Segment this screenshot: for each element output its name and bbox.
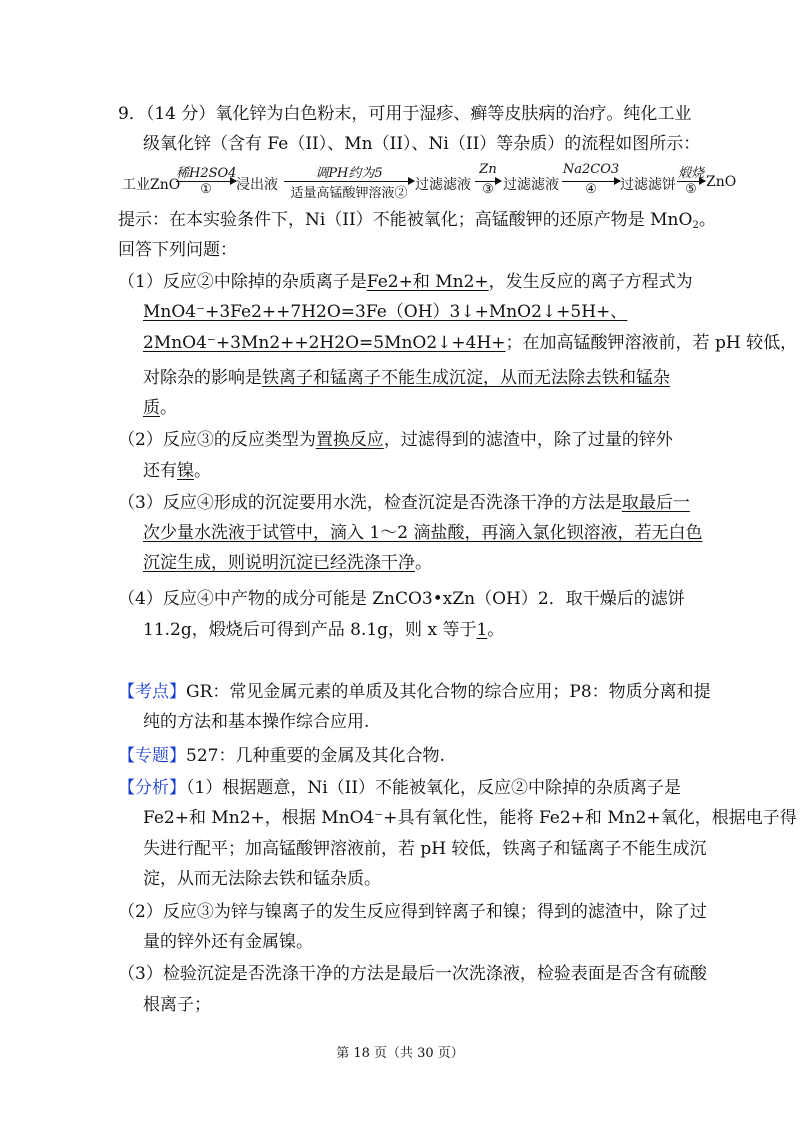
ask-line: 回答下列问题： — [118, 240, 237, 260]
flow-node-start: 工业ZnO — [122, 177, 181, 193]
zhuanti-line: 【专题】527：几种重要的金属及其化合物. — [118, 746, 445, 766]
answer-1-equation-2: 2MnO4⁻+3Mn2++2H2O=5MnO2↓+4H+ — [143, 333, 506, 353]
flow-arrow-3 — [475, 162, 501, 197]
answer-3-line-3: 沉淀生成，则说明沉淀已经洗涤干净。 — [143, 553, 432, 573]
flow-arrow-4-bottom: ④ — [585, 182, 597, 197]
answer-1-line-4: 对除杂的影响是铁离子和锰离子不能生成沉淀，从而无法除去铁和锰杂 — [143, 368, 670, 388]
answer-4-blank: 1 — [476, 620, 488, 640]
page-footer: 第 18 页（共 30 页） — [336, 1046, 464, 1061]
answer-2-line-1: （2）反应③的反应类型为置换反应，过滤得到的滤渣中，除了过量的锌外 — [118, 430, 673, 450]
answer-3-blank: 取最后一 — [621, 493, 690, 513]
answer-1-line-3: 2MnO4⁻+3Mn2++2H2O=5MnO2↓+4H+；在加高锰酸钾溶液前，若 pH 较低， — [143, 333, 798, 353]
fenxi-tag: 【分析】 — [118, 778, 186, 798]
flow-arrow-3-bottom: ③ — [482, 182, 494, 197]
flow-arrow-1-bottom: ① — [200, 182, 212, 197]
fenxi-line-3: 失进行配平；加高锰酸钾溶液前，若 pH 较低，铁离子和锰离子不能生成沉 — [143, 839, 707, 859]
fenxi-line-2: Fe2+和 Mn2+，根据 MnO4⁻+具有氧化性，能将 Fe2+和 Mn2+氧化，根据电子得 — [143, 808, 797, 828]
answer-1-equation-1: MnO4⁻+3Fe2++7H2O=3Fe（OH）3↓+MnO2↓+5H+、 — [143, 302, 628, 322]
fenxi-line-8: 根离子； — [143, 995, 211, 1015]
zhuanti-tag: 【专题】 — [118, 746, 186, 766]
kaodian-line-2: 纯的方法和基本操作综合应用. — [143, 712, 370, 732]
flow-arrow-1 — [176, 166, 236, 196]
flow-arrow-2-top: 调PH约为5 — [315, 166, 383, 181]
fenxi-line-5: （2）反应③为锌与镍离子的发生反应得到锌离子和镍；得到的滤渣中，除了过 — [118, 902, 707, 922]
flow-node-2: 过滤滤液 — [415, 177, 471, 193]
flow-arrow-3-top: Zn — [479, 162, 497, 177]
kaodian-line-1: 【考点】GR：常见金属元素的单质及其化合物的综合应用；P8：物质分离和提 — [118, 682, 711, 702]
flow-arrow-5-bottom: ⑤ — [685, 182, 697, 197]
fenxi-line-4: 淀，从而无法除去铁和锰杂质。 — [143, 869, 381, 889]
answer-4-line-2: 11.2g，煅烧后可得到产品 8.1g，则 x 等于1。 — [143, 620, 505, 640]
answer-2-line-2: 还有镍。 — [143, 461, 211, 481]
flow-arrow-4 — [562, 162, 620, 197]
question-line-2: 级氧化锌（含有 Fe（II）、Mn（II）、Ni（II）等杂质）的流程如图所示： — [143, 134, 701, 154]
fenxi-line-1: 【分析】（1）根据题意，Ni（II）不能被氧化，反应②中除掉的杂质离子是 — [118, 778, 682, 798]
flow-arrow-2-bottom: 适量高锰酸钾溶液② — [290, 186, 408, 201]
flow-arrow-5 — [677, 166, 705, 196]
process-flow-diagram — [122, 162, 737, 201]
flow-arrow-5-top: 煅烧 — [677, 166, 704, 181]
flow-node-end: ZnO — [706, 174, 737, 190]
answer-2-blank-2: 镍 — [177, 461, 194, 481]
flow-arrow-2 — [284, 166, 414, 201]
flow-node-3: 过滤滤液 — [503, 177, 559, 193]
flow-arrow-4-top: Na2CO3 — [562, 162, 620, 177]
answer-1-blank-1: Fe2+和 Mn2+ — [366, 272, 489, 292]
kaodian-tag: 【考点】 — [118, 682, 186, 702]
answer-3-line-1: （3）反应④形成的沉淀要用水洗，检查沉淀是否洗涤干净的方法是取最后一 — [118, 493, 690, 513]
hint-line: 提示：在本实验条件下，Ni（II）不能被氧化；高锰酸钾的还原产物是 MnO$_2$。 — [118, 210, 716, 231]
answer-3-line-2: 次少量水洗液于试管中，滴入 1～2 滴盐酸，再滴入氯化钡溶液，若无白色 — [143, 523, 703, 543]
answer-1-blank-2: 铁离子和锰离子不能生成沉淀，从而无法除去铁和锰杂 — [262, 368, 670, 388]
answer-1-line-1: （1）反应②中除掉的杂质离子是Fe2+和 Mn2+，发生反应的离子方程式为 — [118, 272, 693, 292]
flow-node-1: 浸出液 — [236, 177, 278, 193]
answer-1-line-5: 质。 — [143, 398, 177, 418]
flow-arrow-1-top: 稀H2SO4 — [176, 166, 237, 181]
answer-2-blank-1: 置换反应 — [315, 430, 384, 450]
question-line-1: 9．（14 分）氧化锌为白色粉末，可用于湿疹、癣等皮肤病的治疗。纯化工业 — [118, 104, 692, 124]
fenxi-line-6: 量的锌外还有金属镍。 — [143, 932, 313, 952]
answer-4-line-1: （4）反应④中产物的成分可能是 ZnCO3•xZn（OH）2．取干燥后的滤饼 — [118, 589, 685, 609]
fenxi-line-7: （3）检验沉淀是否洗涤干净的方法是最后一次洗涤液，检验表面是否含有硫酸 — [118, 964, 707, 984]
flow-node-4: 过滤滤饼 — [620, 177, 676, 193]
